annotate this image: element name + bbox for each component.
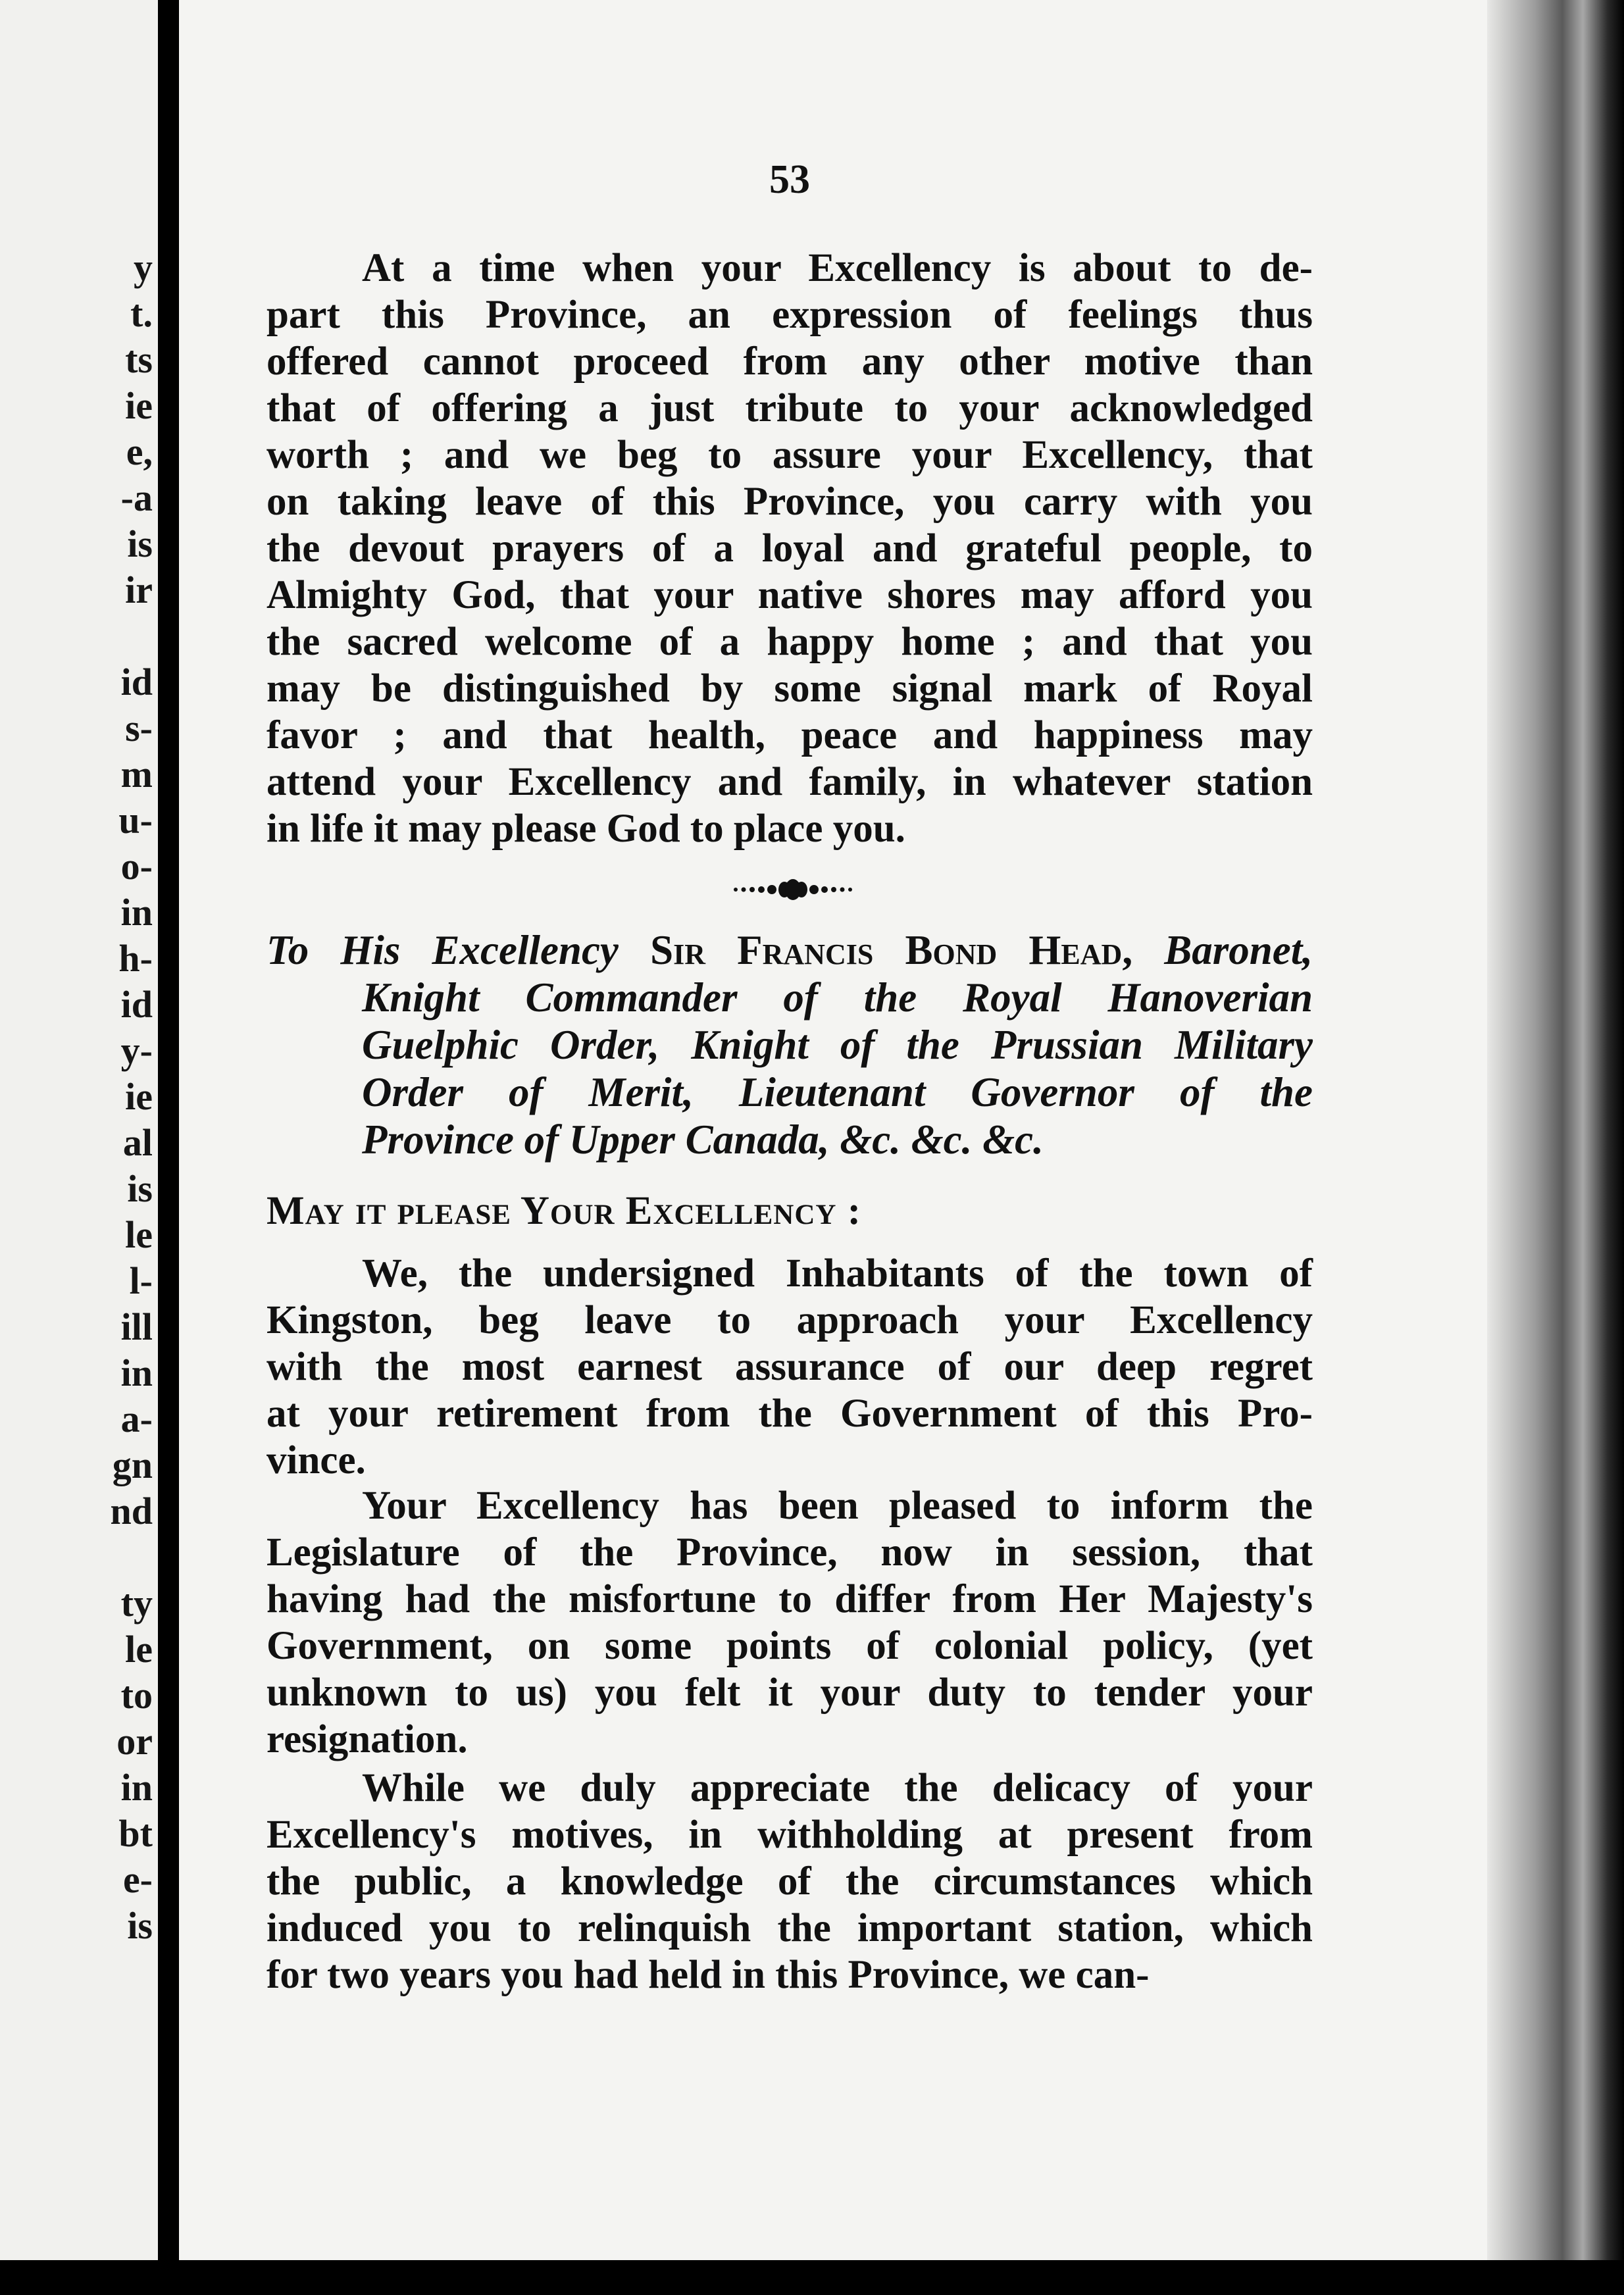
facing-page-fragment: y	[134, 246, 153, 289]
facing-page-fragment: m	[120, 753, 153, 795]
facing-page-fragment: ie	[125, 384, 153, 427]
paragraph-3-line: unknown to us) you felt it your duty to tender your	[266, 1671, 1313, 1715]
facing-page-fragment: in	[120, 891, 153, 934]
paragraph-1-line: offered cannot proceed from any other motive than	[266, 340, 1313, 384]
paragraph-3	[266, 1482, 1313, 1763]
paragraph-2-line: vince.	[266, 1438, 366, 1482]
paragraph-4	[266, 1765, 1313, 1998]
gutter-shadow	[158, 0, 179, 2295]
facing-page-fragment: s-	[125, 707, 153, 749]
facing-page-fragment: e,	[126, 430, 153, 473]
facing-page-fragment: l-	[129, 1259, 153, 1302]
facing-page-fragment: in	[120, 1766, 153, 1809]
facing-page-fragment: al	[122, 1121, 153, 1164]
paragraph-3-line: Your Excellency has been pleased to inform the	[362, 1484, 1313, 1528]
paragraph-2-line: Kingston, beg leave to approach your Excellency	[266, 1298, 1313, 1342]
address-prefix: To His Excellency	[266, 927, 619, 973]
paragraph-1-line: attend your Excellency and family, in whatever station	[266, 760, 1313, 804]
facing-page-fragment: e-	[122, 1858, 153, 1901]
paragraph-1-line: in life it may please God to place you.	[266, 807, 905, 851]
facing-page-fragment: id	[120, 983, 153, 1026]
address-block	[266, 926, 1313, 1163]
facing-page-fragment: ty	[120, 1582, 153, 1625]
facing-page-fragment: o-	[120, 845, 153, 888]
facing-page-fragment: y-	[120, 1029, 153, 1072]
facing-page-fragment: -a	[120, 476, 153, 519]
page-edge-bottom	[158, 2260, 1624, 2295]
facing-page-bottom-edge	[0, 2260, 158, 2295]
salutation: May it please Your Excellency :	[266, 1189, 862, 1233]
paragraph-4-line: Excellency's motives, in withholding at present from	[266, 1813, 1313, 1857]
paragraph-1-line: that of offering a just tribute to your acknowledged	[266, 386, 1313, 430]
paragraph-1-line: favor ; and that health, peace and happiness may	[266, 713, 1313, 757]
facing-page-fragment: to	[120, 1674, 153, 1717]
paragraph-1-line: the devout prayers of a loyal and grateful people, to	[266, 526, 1313, 570]
paragraph-1-line: the sacred welcome of a happy home ; and that you	[266, 620, 1313, 664]
facing-page-fragment: ts	[125, 338, 153, 381]
facing-page-fragment: is	[127, 1167, 153, 1210]
facing-page-fragment: a-	[120, 1398, 153, 1440]
facing-page-fragment: ir	[125, 568, 153, 611]
paragraph-2-line: at your retirement from the Government of this Pro-	[266, 1392, 1313, 1436]
paragraph-1	[266, 245, 1313, 852]
paragraph-2-line: with the most earnest assurance of our deep regret	[266, 1345, 1313, 1389]
paragraph-3-line: Government, on some points of colonial policy, (yet	[266, 1624, 1313, 1668]
paragraph-1-line: worth ; and we beg to assure your Excellency, that	[266, 433, 1313, 477]
facing-page-fragment: id	[120, 661, 153, 703]
page-edge-right	[1487, 0, 1624, 2295]
paragraph-4-line: induced you to relinquish the important station, which	[266, 1906, 1313, 1950]
address-line-4: Order of Merit, Lieutenant Governor of the	[362, 1069, 1313, 1115]
paragraph-2-line: We, the undersigned Inhabitants of the town of	[362, 1251, 1313, 1296]
facing-page-fragment: gn	[112, 1444, 153, 1486]
paragraph-3-line: resignation.	[266, 1717, 468, 1761]
address-name: Sir Francis Bond Head,	[650, 927, 1133, 973]
address-line-3: Guelphic Order, Knight of the Prussian Military	[362, 1022, 1313, 1068]
paragraph-2	[266, 1250, 1313, 1484]
paragraph-1-line: part this Province, an expression of feelings thus	[266, 293, 1313, 337]
paragraph-1-line: Almighty God, that your native shores may afford you	[266, 573, 1313, 617]
facing-page-fragment: nd	[110, 1490, 153, 1532]
facing-page-fragment: in	[120, 1351, 153, 1394]
address-line-5: Province of Upper Canada, &c. &c. &c.	[362, 1117, 1044, 1163]
facing-page-fragment: ill	[120, 1305, 153, 1348]
paragraph-4-line: for two years you had held in this Province, we can-	[266, 1953, 1150, 1997]
paragraph-3-line: Legislature of the Province, now in session, that	[266, 1530, 1313, 1575]
facing-page-fragment: le	[125, 1213, 153, 1256]
paragraph-1-line: may be distinguished by some signal mark of Royal	[266, 667, 1313, 711]
address-line-1	[266, 926, 1313, 974]
facing-page-fragment: t.	[130, 292, 153, 335]
facing-page-fragment: is	[127, 522, 153, 565]
address-line-2: Knight Commander of the Royal Hanoverian	[362, 974, 1313, 1021]
paragraph-1-line: At a time when your Excellency is about to de-	[362, 246, 1313, 290]
address-title: Baronet,	[1164, 927, 1313, 973]
facing-page-fragment: ie	[125, 1075, 153, 1118]
facing-page-fragment: or	[116, 1720, 153, 1763]
page-number: 53	[769, 157, 810, 202]
paragraph-4-line: the public, a knowledge of the circumstances which	[266, 1859, 1313, 1904]
paragraph-4-line: While we duly appreciate the delicacy of your	[362, 1766, 1313, 1810]
facing-page-edge	[0, 0, 158, 2295]
facing-page-fragment: bt	[118, 1812, 153, 1855]
facing-page-fragment: h-	[118, 937, 153, 980]
paragraph-3-line: having had the misfortune to differ from Her Majesty's	[266, 1577, 1313, 1621]
facing-page-fragment: le	[125, 1628, 153, 1671]
ornament-divider	[724, 876, 862, 903]
facing-page-fragment: u-	[118, 799, 153, 842]
facing-page-fragment: is	[127, 1904, 153, 1947]
paragraph-1-line: on taking leave of this Province, you carry with you	[266, 480, 1313, 524]
